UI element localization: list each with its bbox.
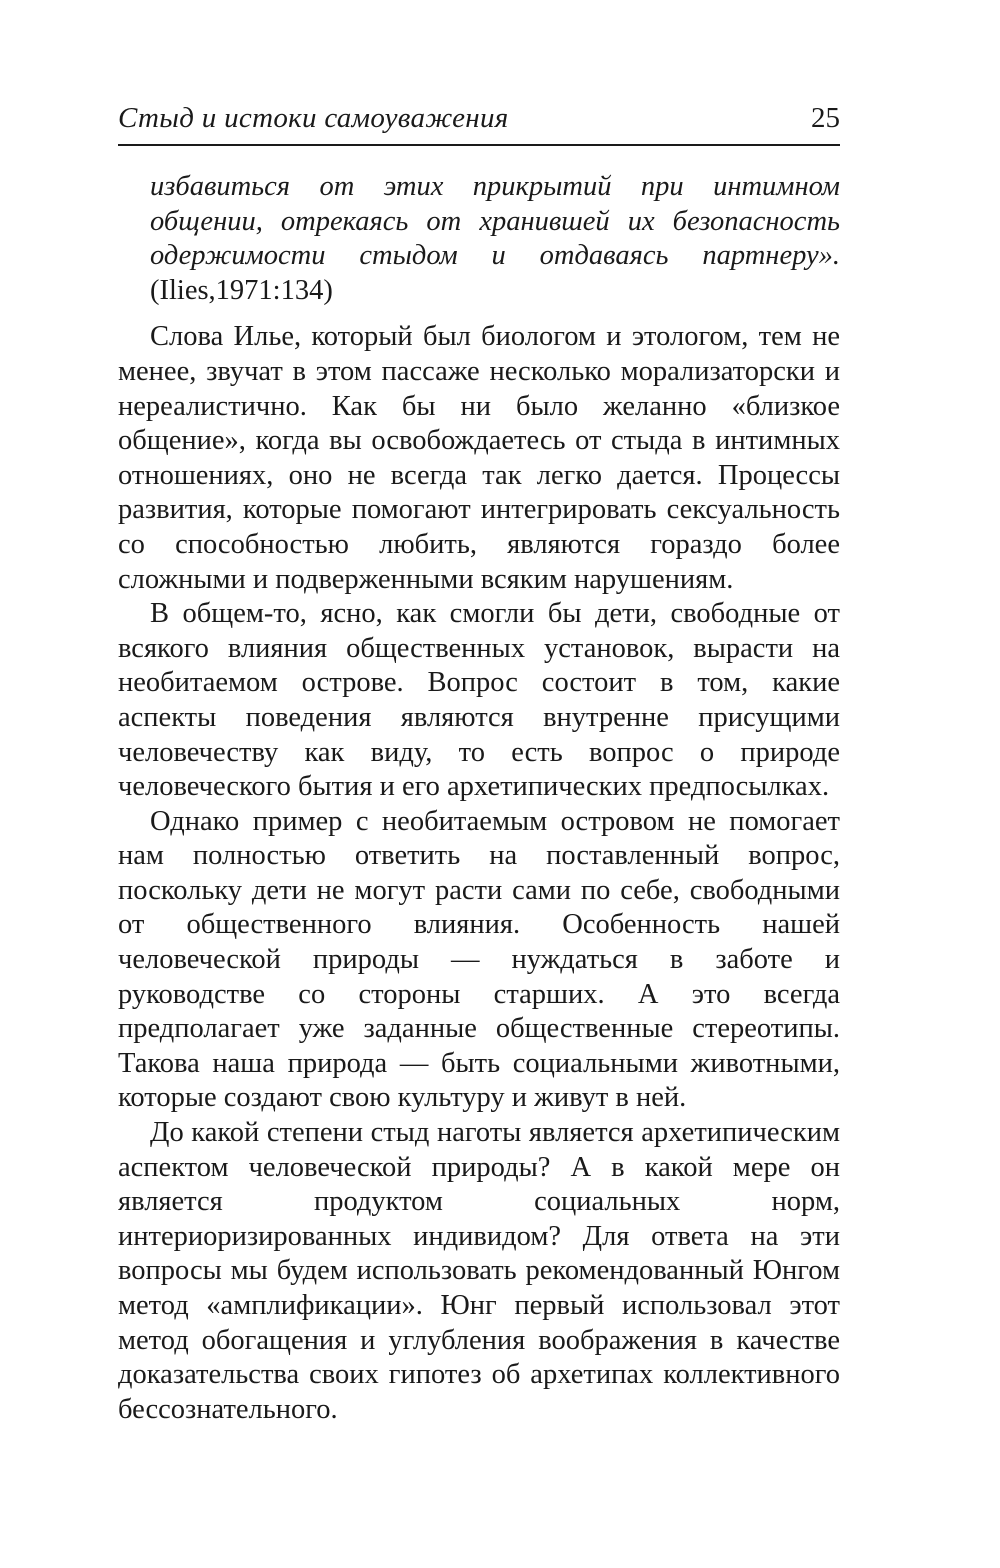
paragraph: В общем-то, ясно, как смогли бы дети, свободные от всякого влияния общественных установок, вырасти на необитаемом острове. Вопрос состоит в том, какие аспекты поведения являются внутренне присущими человечеству как виду, то есть вопрос о природе человеческого бытия и его архетипических предпосылках. xyxy=(118,598,840,803)
block-quote xyxy=(150,170,840,308)
paragraph: Слова Илье, который был биологом и этологом, тем не менее, звучат в этом пассаже несколько морализаторски и нереалистично. Как бы ни было желанно «близкое общение», когда вы освобождаетесь от стыда в интимных отношениях, оно не всегда так легко дается. Процессы развития, которые помогают интегрировать сексуальность со способностью любить, являются гораздо более сложными и подверженными всяким нарушениям. xyxy=(118,321,840,595)
page-body xyxy=(118,170,840,1427)
running-header xyxy=(118,100,840,146)
quote-citation: (Ilies,1971:134) xyxy=(150,274,333,306)
paragraph: До какой степени стыд наготы является архетипическим аспектом человеческой природы? А в какой мере он является продуктом социальных норм, интериоризированных индивидом? Для ответа на эти вопросы мы будем использовать рекомендованный Юнгом метод «амплификации». Юнг первый использовал этот метод обогащения и углубления воображения в качестве доказательства своих гипотез об архетипах коллективного бессознательного. xyxy=(118,1117,840,1425)
paragraph: Однако пример с необитаемым островом не помогает нам полностью ответить на поставленный вопрос, поскольку дети не могут расти сами по себе, свободными от общественного влияния. Особенность нашей человеческой природы — нуждаться в заботе и руководстве со стороны старших. А это всегда предполагает уже заданные общественные стереотипы. Такова наша природа — быть социальными животными, которые создают свою культуру и живут в ней. xyxy=(118,805,840,1114)
page-number: 25 xyxy=(811,102,840,134)
quote-text: избавиться от этих прикрытий при интимном общении, отрекаясь от хранившей их безопасность одержимости стыдом и отдаваясь партнеру». xyxy=(150,171,840,272)
running-title: Стыд и истоки самоуважения xyxy=(118,102,509,134)
